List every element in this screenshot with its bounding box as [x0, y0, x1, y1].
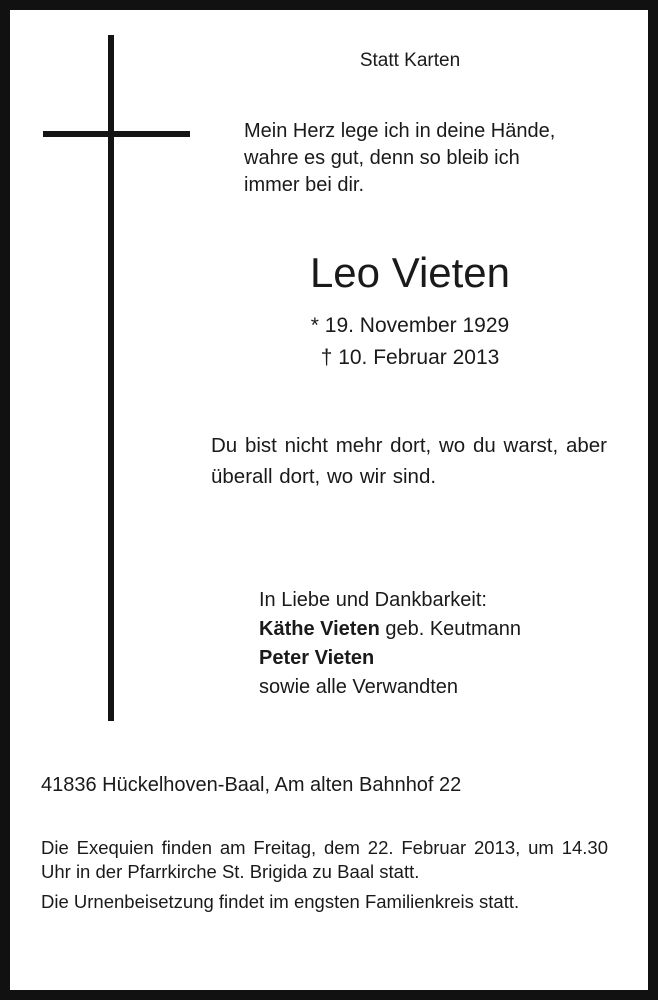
life-dates — [210, 310, 610, 374]
poem-line: immer bei dir. — [244, 174, 365, 196]
poem-line: wahre es gut, denn so bleib ich — [244, 147, 520, 169]
mourners-intro: In Liebe und Dankbarkeit: — [259, 589, 487, 611]
poem — [244, 118, 644, 199]
deceased-name: Leo Vieten — [309, 249, 511, 296]
notice-header: Statt Karten — [359, 50, 461, 71]
death-date: † 10. Februar 2013 — [320, 346, 500, 369]
birth-date: * 19. November 1929 — [310, 314, 510, 337]
cross-icon-vertical-bar — [108, 35, 114, 721]
mourner-maiden-name: geb. Keutmann — [379, 618, 521, 640]
urn-burial-text: Die Urnenbeisetzung findet im engsten Familienkreis statt. — [41, 891, 520, 912]
mourner-name: Käthe Vieten — [259, 618, 380, 640]
mourners-closing: sowie alle Verwandten — [259, 676, 459, 698]
family-address: 41836 Hückelhoven-Baal, Am alten Bahnhof 22 — [41, 774, 462, 796]
mourners-block — [259, 586, 639, 702]
service-info — [41, 836, 608, 920]
memorial-quote: Du bist nicht mehr dort, wo du warst, aber überall dort, wo wir sind. — [211, 434, 607, 488]
cross-icon-horizontal-bar — [43, 131, 190, 137]
poem-line: Mein Herz lege ich in deine Hände, — [244, 120, 556, 142]
mourner-name: Peter Vieten — [259, 647, 375, 669]
funeral-service-text: Die Exequien finden am Freitag, dem 22. Februar 2013, um 14.30 Uhr in der Pfarrkirche St. Brigida zu Baal statt. — [41, 837, 608, 882]
mourner-line — [259, 615, 639, 644]
